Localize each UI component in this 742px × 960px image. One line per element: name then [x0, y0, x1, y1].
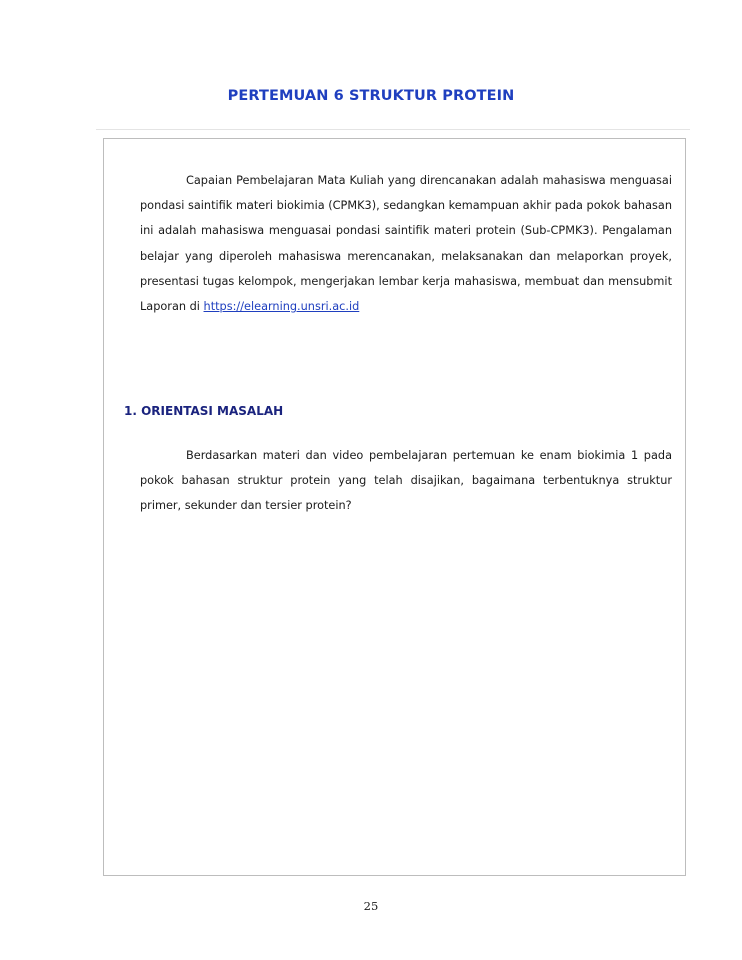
- intro-text: Capaian Pembelajaran Mata Kuliah yang direncanakan adalah mahasiswa menguasai pondasi saintifik materi biokimia (CPMK3), sedangkan kemampuan akhir pada pokok bahasan ini adalah mahasiswa menguasai pondasi saintifik materi protein (Sub-CPMK3). Pengalaman belajar yang diperoleh mahasiswa merencanakan, melaksanakan dan melaporkan proyek, presentasi tugas kelompok, mengerjakan lembar kerja mahasiswa, membuat dan mensubmit Laporan di: [140, 174, 672, 314]
- section-heading-orientasi-masalah: 1. ORIENTASI MASALAH: [124, 404, 284, 418]
- page-title: PERTEMUAN 6 STRUKTUR PROTEIN: [227, 88, 515, 104]
- orientasi-paragraph: Berdasarkan materi dan video pembelajaran pertemuan ke enam biokimia 1 pada pokok bahasan struktur protein yang telah disajikan, bagaimana terbentuknya struktur primer, sekunder dan tersier protein?: [140, 449, 672, 513]
- elearning-link[interactable]: https://elearning.unsri.ac.id: [203, 300, 360, 314]
- title-divider: [96, 129, 690, 130]
- intro-paragraph: [140, 168, 672, 319]
- page-number: 25: [363, 899, 379, 913]
